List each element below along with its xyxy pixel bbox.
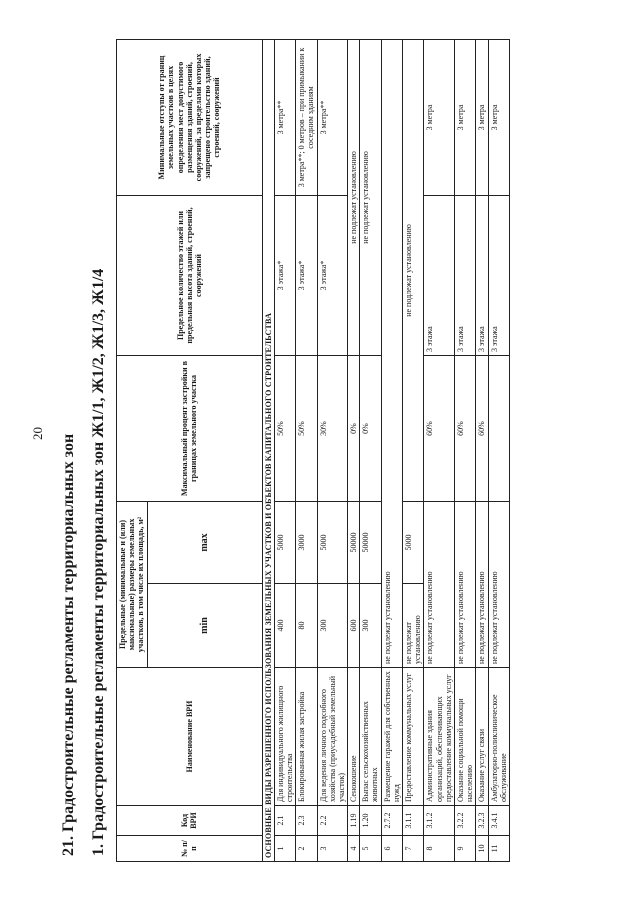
cell-num: 9 [454,836,475,862]
cell-num: 8 [424,836,455,862]
cell-not-established: не подлежат установлению [476,502,488,668]
cell-floors: 3 этажа* [296,196,317,356]
cell-floors: 3 этажа* [274,196,295,356]
cell-num: 3 [317,836,348,862]
header-code: Код ВРИ [117,806,263,836]
cell-name: Выпас сельскохозяйственных животных [360,668,381,806]
page-number: 20 [30,427,45,440]
cell-code: 2.1 [274,806,295,836]
cell-name: Оказание услуг связи [476,668,488,806]
cell-not-established: не подлежат установлению [348,40,360,356]
cell-num: 2 [296,836,317,862]
cell-not-established: не подлежат установлению [488,502,509,668]
cell-not-established: не подлежат установлению [381,40,402,668]
header-setback: Минимальные отступы от границ земельных участков в целях определения мест допустимого размещения зданий, строений, сооружений, за пределами которых запрещено строительство зданий, строений, сооружений [117,40,263,196]
section-title: ОСНОВНЫЕ ВИДЫ РАЗРЕШЕННОГО ИСПОЛЬЗОВАНИЯ ЗЕМЕЛЬНЫХ УЧАСТКОВ И ОБЪЕКТОВ КАПИТАЛЬНОГО СТРОИТЕЛЬСТВА [262,40,274,862]
cell-code: 2.3 [296,806,317,836]
cell-name: Для индивидуального жилищного строительства [274,668,295,806]
cell-percent: 60% [454,356,475,502]
cell-setback: 3 метра [424,40,455,196]
cell-percent [488,356,509,502]
header-max: max [147,502,262,584]
cell-setback: 3 метра [476,40,488,196]
cell-name: Амбулаторно-поликлиническое обслуживание [488,668,509,806]
cell-num: 5 [360,836,381,862]
header-floors: Предельное количество этажей или предельная высота зданий, строений, сооружений [117,196,263,356]
cell-floors: 3 этажа [488,196,509,356]
cell-num: 1 [274,836,295,862]
header-size: Предельные (минимальные и (или) максимальные) размеры земельных участков, в том числе их площадь, м² [117,502,148,668]
cell-percent: 0% [348,356,360,502]
regulations-table [116,39,510,862]
cell-percent: 0% [360,356,381,502]
table-row [403,40,424,862]
cell-code: 3.1.1 [403,806,424,836]
table-row [296,40,317,862]
cell-not-established: не подлежат установлению [360,40,381,356]
cell-not-established: не подлежат установлению [454,502,475,668]
cell-code: 2.2 [317,806,348,836]
table-row [488,40,509,862]
cell-setback: 3 метра** [317,40,348,196]
cell-min: 80 [296,584,317,668]
cell-name: Размещение гаражей для собственных нужд [381,668,402,806]
cell-code: 3.4.1 [488,806,509,836]
header-percent: Максимальный процент застройки в границах земельного участка [117,356,263,502]
cell-name: Административные здания организаций, обеспечивающих предоставление коммунальных услуг [424,668,455,806]
header-num: № п/п [117,836,263,862]
table-row [381,40,402,862]
cell-percent: 30% [317,356,348,502]
cell-name: Сенокошение [348,668,360,806]
table-row [454,40,475,862]
cell-num: 6 [381,836,402,862]
section-heading: 21. Градостроительные регламенты территориальных зон [60,433,77,856]
table-row [360,40,381,862]
table-row [476,40,488,862]
cell-code: 1.20 [360,806,381,836]
cell-min: не подлежат установлению [403,584,424,668]
cell-min: 300 [317,584,348,668]
rotated-page-content [60,28,620,862]
cell-code: 3.2.2 [454,806,475,836]
cell-max: 5000 [403,502,424,584]
cell-min: 300 [360,584,381,668]
cell-name: Предоставление коммунальных услуг [403,668,424,806]
header-min: min [147,584,262,668]
cell-setback: 3 метра** [274,40,295,196]
cell-name: Блокированная жилая застройка [296,668,317,806]
cell-floors: 3 этажа* [317,196,348,356]
table-row [348,40,360,862]
cell-code: 3.2.3 [476,806,488,836]
cell-floors: 3 этажа [454,196,475,356]
cell-name: Оказание социальной помощи населению [454,668,475,806]
cell-code: 2.7.2 [381,806,402,836]
cell-floors: 3 этажа [424,196,455,356]
cell-num: 11 [488,836,509,862]
cell-max: 50000 [360,502,381,584]
cell-not-established: не подлежат установлению [403,40,424,502]
cell-not-established: не подлежат установлению [424,502,455,668]
header-name: Наименование ВРИ [117,668,263,806]
table-header-row [117,40,148,862]
cell-max: 5000 [317,502,348,584]
cell-num: 4 [348,836,360,862]
section-row [262,40,274,862]
cell-floors: 3 этажа [476,196,488,356]
cell-setback: 3 метра**; 0 метров – при примыкании к соседним зданиям [296,40,317,196]
cell-percent: 50% [296,356,317,502]
table-row [317,40,348,862]
table-row [274,40,295,862]
cell-max: 3000 [296,502,317,584]
cell-setback: 3 метра [454,40,475,196]
subsection-heading: 1. Градостроительные регламенты территориальных зон Ж1/1, Ж1/2, Ж1/3, Ж1/4 [90,268,107,856]
cell-code: 3.1.2 [424,806,455,836]
cell-percent: 60% [476,356,488,502]
cell-name: Для ведения личного подсобного хозяйства (приусадебный земельный участок) [317,668,348,806]
cell-percent: 60% [424,356,455,502]
cell-max: 50000 [348,502,360,584]
cell-percent: 50% [274,356,295,502]
cell-setback: 3 метра [488,40,509,196]
cell-min: 600 [348,584,360,668]
cell-num: 10 [476,836,488,862]
cell-code: 1.19 [348,806,360,836]
cell-max: 5000 [274,502,295,584]
cell-num: 7 [403,836,424,862]
table-row [424,40,455,862]
cell-min: 400 [274,584,295,668]
